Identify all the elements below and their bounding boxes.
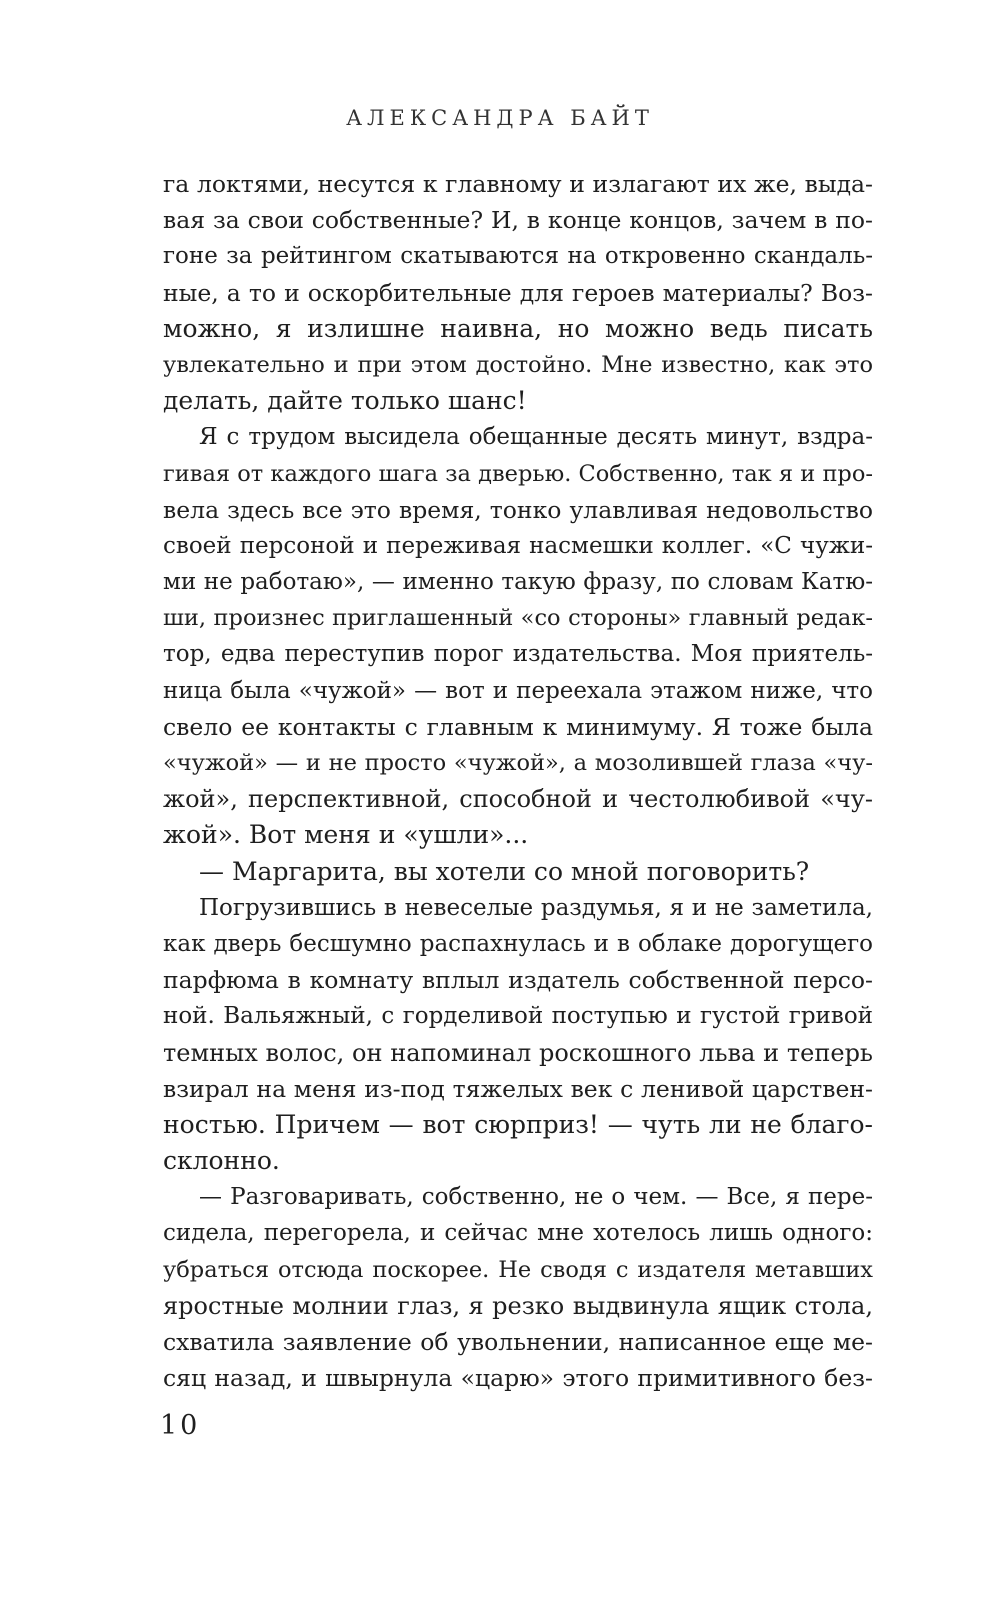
text-line: склонно.	[163, 1146, 280, 1176]
text-line: ши, произнес приглашенный «со стороны» главный редак-	[163, 605, 873, 632]
running-header-author: АЛЕКСАНДРА БАЙТ	[346, 106, 654, 130]
text-line: ные, а то и оскорбительные для героев материалы? Воз-	[163, 278, 873, 307]
text-line: увлекательно и при этом достойно. Мне известно, как это	[163, 351, 873, 378]
text-line: ница была «чужой» — вот и переехала этажом ниже, что	[163, 677, 873, 704]
text-line: — Маргарита, вы хотели со мной поговорить?	[199, 856, 810, 886]
text-line: ностью. Причем — вот сюрприз! — чуть ли не благо-	[163, 1109, 873, 1139]
page-number: 10	[160, 1410, 201, 1441]
text-line: жой», перспективной, способной и честолюбивой «чу-	[163, 785, 873, 814]
text-line: Я с трудом высидела обещанные десять минут, вздра-	[199, 424, 873, 451]
text-line: вая за свои собственные? И, в конце концов, зачем в по-	[163, 206, 873, 235]
text-line: парфюма в комнату вплыл издатель собственной персо-	[163, 966, 873, 995]
text-line: делать, дайте только шанс!	[163, 386, 527, 416]
text-line: убраться отсюда поскорее. Не сводя с издателя метавших	[163, 1256, 873, 1283]
text-line: взирал на меня из-под тяжелых век с ленивой царствен-	[163, 1074, 873, 1103]
text-line: сяц назад, и швырнула «царю» этого примитивного без-	[163, 1364, 873, 1393]
text-line: жой». Вот меня и «ушли»...	[163, 820, 529, 850]
text-line: схватила заявление об увольнении, написанное еще ме-	[163, 1328, 873, 1356]
text-line: можно, я излишне наивна, но можно ведь писать	[163, 313, 873, 343]
text-line: свело ее контакты с главным к минимуму. Я тоже была	[163, 712, 873, 741]
text-line: ми не работаю», — именно такую фразу, по словам Катю-	[163, 569, 873, 596]
text-line: своей персоной и переживая насмешки коллег. «С чужи-	[163, 532, 873, 559]
text-line: — Разговаривать, собственно, не о чем. — Все, я пере-	[199, 1184, 873, 1211]
text-line: га локтями, несутся к главному и излагают их же, выда-	[163, 170, 873, 198]
text-line: ной. Вальяжный, с горделивой поступью и густой гривой	[163, 1003, 873, 1030]
text-line: темных волос, он напоминал роскошного льва и теперь	[163, 1038, 873, 1067]
text-line: тор, едва переступив порог издательства. Моя приятель-	[163, 641, 873, 668]
text-line: гивая от каждого шага за дверью. Собственно, так я и про-	[163, 460, 873, 487]
text-line: яростные молнии глаз, я резко выдвинула ящик стола,	[163, 1291, 873, 1320]
text-line: сидела, перегорела, и сейчас мне хотелось лишь одного:	[163, 1220, 873, 1247]
text-line: вела здесь все это время, тонко улавливая недовольство	[163, 495, 873, 524]
text-line: Погрузившись в невеселые раздумья, я и не заметила,	[199, 894, 873, 921]
text-line: как дверь бесшумно распахнулась и в облаке дорогущего	[163, 930, 873, 957]
text-line: «чужой» — и не просто «чужой», а мозолившей глаза «чу-	[163, 750, 873, 776]
text-line: гоне за рейтингом скатываются на откровенно скандаль-	[163, 243, 873, 270]
body-text	[163, 166, 873, 1396]
